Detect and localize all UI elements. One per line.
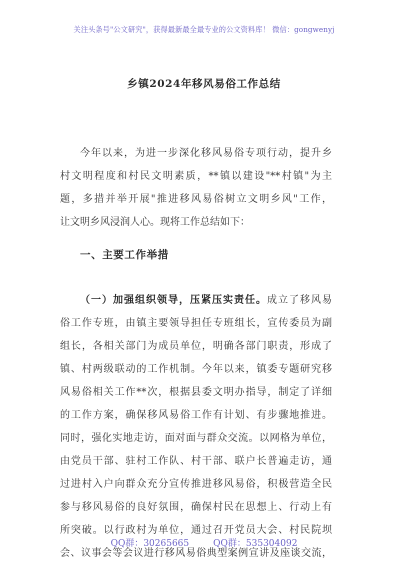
intro-line: 村文明程度和村民文明素质，**镇以建设"**村镇"为主: [60, 171, 332, 182]
body-line: 会、议事会等会议进行移风易俗典型案例宣讲及座谈交流，: [60, 548, 332, 559]
subsection-first-line: [80, 291, 332, 306]
subsection-first-line-rest: 成立了移风易: [267, 295, 332, 306]
body-line: 由党员干部、驻村工作队、村干部、联户长普遍走访，通: [60, 456, 332, 467]
section-heading: 一、主要工作举措: [80, 249, 169, 261]
footer-qq-group-2: QQ群：535304092: [213, 539, 298, 549]
intro-line: 今年以来，为进一步深化移风易俗专项行动，提升乡: [80, 148, 332, 159]
body-line: 所突破。以行政村为单位，通过召开党员大会、村民院坝: [60, 525, 332, 536]
page-title: 乡镇2024年移风易俗工作总结: [127, 78, 281, 90]
body-line: 风易俗相关工作**次，根据县委文明办指导，制定了详细: [60, 387, 332, 398]
body-line: 俗工作专班，由镇主要领导担任专班组长，宣传委员为副: [60, 318, 332, 329]
body-line: 过进村入户向群众充分宣传推进移风易俗，积极营造全民: [60, 479, 332, 490]
subsection-heading: （一）加强组织领导，压紧压实责任。: [80, 295, 267, 306]
footer-qq-group-1: QQ群：30265665: [110, 539, 190, 549]
body-line: 参与移风易俗的良好氛围，确保村民在思想上、行动上有: [60, 502, 332, 513]
intro-line: 题，多措并举开展"推进移风易俗树立文明乡风"工作，: [60, 194, 332, 205]
body-line: 组长，各相关部门为成员单位，明确各部门职责，形成了: [60, 341, 332, 352]
body-line: 镇、村两级联动的工作机制。今年以来，镇委专题研究移: [60, 364, 332, 375]
intro-line: 让文明乡风浸润人心。现将工作总结如下：: [60, 217, 250, 228]
body-line: 的工作方案，确保移风易俗工作有计划、有步骤地推进。: [60, 410, 332, 421]
footer-qq-groups: [0, 536, 408, 549]
body-line: 同时，强化实地走访，面对面与群众交流。以网格为单位，: [60, 433, 332, 444]
header-banner: 关注头条号"公文研究"，获得最新最全最专业的公文资料库！ 微信：gongwenyj: [73, 25, 335, 34]
